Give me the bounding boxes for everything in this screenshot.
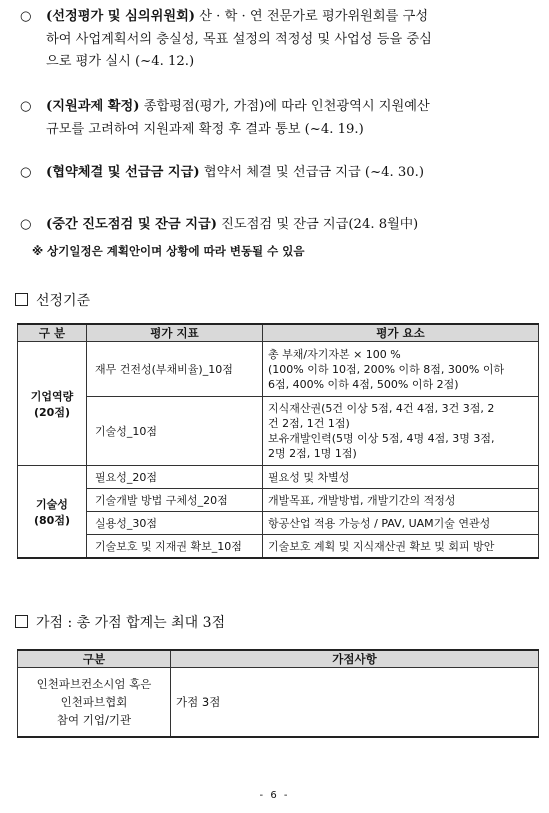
table-row xyxy=(18,512,539,535)
schedule-note: ※ 상기일정은 계획안이며 상황에 따라 변동될 수 있음 xyxy=(32,244,305,258)
category-points: (20점) xyxy=(34,405,70,419)
header-category: 구 분 xyxy=(18,324,87,342)
category-line: 참여 기업/기관 xyxy=(56,713,132,727)
table-row xyxy=(18,342,539,397)
item-text: 종합평점(평가, 가점)에 따라 인천광역시 지원예산 xyxy=(139,99,430,114)
indicator-cell: 재무 건전성(부채비율)_10점 xyxy=(87,342,263,397)
item-text: 으로 평가 실시 (~4. 12.) xyxy=(46,54,195,69)
circle-bullet-icon: ○ xyxy=(20,9,32,24)
schedule-item-confirmation xyxy=(20,96,540,141)
item-title: (중간 진도점검 및 잔금 지급) xyxy=(46,217,217,232)
bonus-category-cell xyxy=(18,668,171,738)
criteria-heading xyxy=(15,290,90,310)
indicator-cell: 기술성_10점 xyxy=(87,397,263,466)
criteria-heading-text: 선정기준 xyxy=(36,293,91,309)
category-label: 기술성 xyxy=(36,497,68,511)
category-cell xyxy=(18,466,87,559)
item-text: 규모를 고려하여 지원과제 확정 후 결과 통보 (~4. 19.) xyxy=(46,121,364,137)
table-header-row xyxy=(18,650,539,668)
checkbox-square-icon xyxy=(15,293,28,306)
circle-bullet-icon: ○ xyxy=(20,165,32,180)
element-cell: 필요성 및 차별성 xyxy=(263,466,539,489)
header-element: 평가 요소 xyxy=(263,324,539,342)
element-line: 6점, 400% 이하 4점, 500% 이하 2점) xyxy=(268,377,459,391)
checkbox-square-icon xyxy=(15,615,28,628)
page-number: - 6 - xyxy=(259,790,290,801)
header-indicator: 평가 지표 xyxy=(87,324,263,342)
element-cell: 개발목표, 개발방법, 개발기간의 적정성 xyxy=(263,489,539,512)
table-row xyxy=(18,466,539,489)
category-line: 인천파브컨소시엄 혹은 xyxy=(36,677,152,691)
element-cell: 기술보호 계획 및 지식재산권 확보 및 회피 방안 xyxy=(263,535,539,559)
table-row xyxy=(18,489,539,512)
header-category: 구분 xyxy=(18,650,171,668)
schedule-item-midterm xyxy=(20,214,540,237)
table-row xyxy=(18,668,539,738)
item-title: (지원과제 확정) xyxy=(46,99,140,114)
table-row xyxy=(18,397,539,466)
schedule-item-agreement xyxy=(20,162,540,185)
indicator-cell: 기술보호 및 지재권 확보_10점 xyxy=(87,535,263,559)
circle-bullet-icon: ○ xyxy=(20,217,32,232)
element-line: 총 부채/자기자본 × 100 % xyxy=(268,347,401,361)
element-cell: 항공산업 적용 가능성 / PAV, UAM기술 연관성 xyxy=(263,512,539,535)
category-line: 인천파브협회 xyxy=(60,695,128,709)
indicator-cell: 기술개발 방법 구체성_20점 xyxy=(87,489,263,512)
table-header-row xyxy=(18,324,539,342)
circle-bullet-icon: ○ xyxy=(20,99,32,114)
table-row xyxy=(18,535,539,559)
criteria-table xyxy=(17,323,539,559)
item-title: (선정평가 및 심의위원회) xyxy=(46,9,196,24)
element-line: 보유개발인력(5명 이상 5점, 4명 4점, 3명 3점, xyxy=(268,432,495,445)
element-line: 건 2점, 1건 1점) xyxy=(268,417,350,430)
item-text: 산 · 학 · 연 전문가로 평가위원회를 구성 xyxy=(195,9,429,24)
item-text: 하여 사업계획서의 충실성, 목표 설정의 적정성 및 사업성 등을 중심 xyxy=(46,31,432,47)
category-label: 기업역량 xyxy=(30,389,74,403)
indicator-cell: 필요성_20점 xyxy=(87,466,263,489)
item-text: 진도점검 및 잔금 지급(24. 8월中) xyxy=(216,217,419,232)
item-title: (협약체결 및 선급금 지급) xyxy=(46,165,200,180)
element-line: (100% 이하 10점, 200% 이하 8점, 300% 이하 xyxy=(268,362,505,376)
bonus-heading xyxy=(15,612,225,632)
schedule-item-evaluation xyxy=(20,6,540,74)
bonus-table xyxy=(17,649,539,738)
element-cell xyxy=(263,397,539,466)
bonus-detail-cell: 가점 3점 xyxy=(171,668,539,738)
category-points: (80점) xyxy=(34,513,70,527)
indicator-cell: 실용성_30점 xyxy=(87,512,263,535)
element-cell xyxy=(263,342,539,397)
item-text: 협약서 체결 및 선급금 지급 (~4. 30.) xyxy=(199,165,425,180)
element-line: 지식재산권(5건 이상 5점, 4건 4점, 3건 3점, 2 xyxy=(268,402,495,415)
header-bonus-detail: 가점사항 xyxy=(171,650,539,668)
bonus-heading-text: 가점 : 총 가점 합계는 최대 3점 xyxy=(36,615,226,631)
element-line: 2명 2점, 1명 1점) xyxy=(268,447,357,460)
category-cell xyxy=(18,342,87,466)
